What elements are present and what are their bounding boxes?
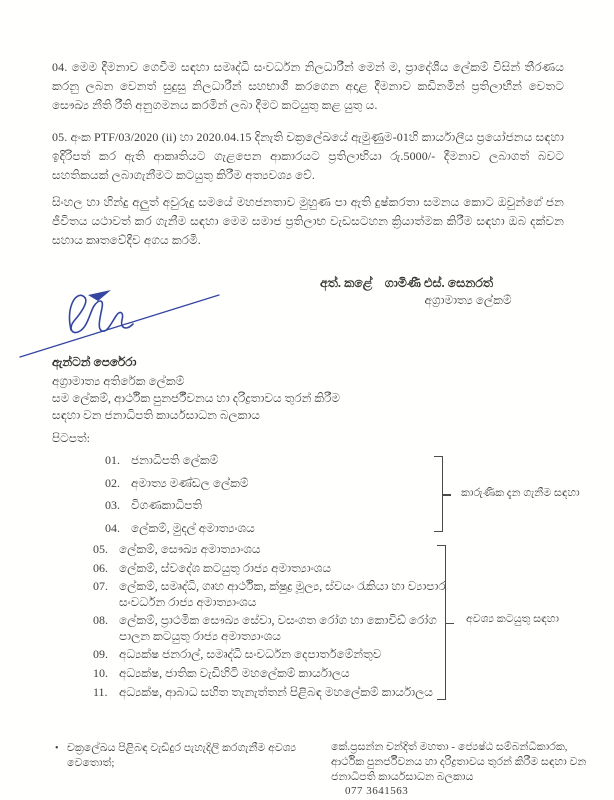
item-text: ලේකම්, සෞඛ්‍ය අමාත්‍යාංශය xyxy=(119,542,261,556)
group1-bracket xyxy=(434,456,443,532)
contact-name-role: කේ.ප්‍රසන්න චන්දිත් මහතා - ජ්‍යෙෂ්ඨ සම්බන්ධීකාරක, xyxy=(331,741,568,753)
copies-heading: පිටපත්: xyxy=(52,431,90,445)
signatory-block xyxy=(52,354,452,424)
signed-by-title: අග්‍රාමාත්‍ය ලේකම් xyxy=(424,293,512,307)
item-text: අධ්‍යක්ෂ, ආබාධ සහිත තැනැත්තන් පිළිබඳ මහලේකම් කාර්යාලය xyxy=(119,684,433,699)
contact-org-line2: ජනාධිපති කාර්යසාධන බලකාය xyxy=(331,770,474,783)
footer-bullet-text: චක්‍රලේඛය පිළිබඳ වැඩිදුර පැහැදිලි කරගැනීම අවශ්‍ය වෙතොත්; xyxy=(67,742,297,769)
group2-bracket xyxy=(437,545,446,700)
signatory-title-2: සම ලේකම්, ආර්ථික පුනර්ජීවනය හා දරිද්‍රතාවය තුරන් කිරීම xyxy=(52,391,340,405)
list-item xyxy=(93,613,465,643)
item-text: ලේකම්, සමෘද්ධි, ගෘහ ආර්ථික, ක්ෂුද්‍ර මූල්‍ය, ස්වයං රැකියා හා ව්‍යාපාර සංවර්ධන රාජ්‍ය අමාත්‍යාංශය xyxy=(119,579,446,609)
bracket-tick xyxy=(443,494,451,496)
item-number: 10. xyxy=(93,665,108,680)
copies-group-2 xyxy=(93,542,465,703)
list-item xyxy=(105,476,435,491)
signatory-title-1: අග්‍රාමාත්‍ය අතිරේක ලේකම් xyxy=(52,374,185,388)
paragraph-04: 04. මෙම දීමනාව ගෙවීම සඳහා සමෘද්ධි සංවර්ධන නිලධාරීන් මෙන් ම, ප්‍රාදේශීය ලේකම් විසින් තීරණය කරනු ලබන වෙනත් සුදුසු නිලධාරීන් සහභාගී කරගෙන අදාළ දීමනාව කඩිනමින් ප්‍රතිලාභීන් වෙතට සෞඛ්‍ය නීති රීති අනුගමනය කරමින් ලබා දීමට කටයුතු කළ යුතු ය. xyxy=(52,60,564,112)
item-number: 03. xyxy=(105,498,120,513)
contact-org-line1: ආර්ථික පුනර්ජීවනය හා දරිද්‍රතාවය තුරන් කිරීම සඳහා වන xyxy=(331,755,587,768)
contact-phone: 077 3641563 xyxy=(345,785,409,798)
item-number: 08. xyxy=(93,613,108,628)
item-number: 09. xyxy=(93,647,108,662)
list-item xyxy=(93,561,465,576)
item-text: විගණකාධිපති xyxy=(131,498,203,513)
item-number: 11. xyxy=(93,684,108,699)
item-number: 06. xyxy=(93,560,108,575)
copies-group-1 xyxy=(105,453,435,544)
item-number: 07. xyxy=(93,579,108,594)
list-item xyxy=(93,666,465,681)
list-item xyxy=(105,521,435,536)
signatory-title-3: සඳහා වන ජනාධිපති කාර්යසාධන බලකාය xyxy=(52,408,260,422)
list-item xyxy=(93,647,465,662)
item-text: ලේකම්, ප්‍රාථමික සෞඛ්‍ය සේවා, වසංගත රෝග හා කොවිඩ් රෝග පාලන කටයුතු රාජ්‍ය අමාත්‍යාංශය xyxy=(119,613,437,643)
item-number: 02. xyxy=(105,475,120,490)
bullet-icon: • xyxy=(55,743,59,754)
item-text: අධ්‍යක්ෂ ජනරාල්, සමෘද්ධි සංවර්ධන දෙපාර්තමේන්තුව xyxy=(119,647,382,662)
bracket-tick xyxy=(446,623,454,625)
list-item xyxy=(93,542,465,557)
list-item xyxy=(93,685,465,700)
footer-contact-block xyxy=(331,740,601,799)
group1-note: කාරුණික දැන ගැනීම සඳහා xyxy=(461,487,580,499)
item-number: 01. xyxy=(105,453,120,467)
list-item xyxy=(105,498,435,513)
item-text: අධ්‍යක්ෂ, ජාතික වැඩිහිටි මහලේකම් කාර්යාලය xyxy=(119,665,350,680)
item-text: ලේකම්, මුදල් අමාත්‍යංශය xyxy=(131,521,255,536)
paragraph-05: 05. අංක PTF/03/2020 (ii) හා 2020.04.15 දිනැති චක්‍රලේඛයේ ඇමුණුම-01හි කාර්යාලීය ප්‍රයෝජනය සඳහා ඉදිරිපත් කර ඇති ආකෘතියට ගැළපෙන ආකාරයට ප්‍රතිලාභියා රු.5000/- දීමනාව ලබාගත් බවට සහතිකයක් ලබාගැනීමට කටයුතු කිරීම අත්‍යවශ්‍ය වේ. xyxy=(52,130,564,182)
item-text: අමාත්‍ය මණ්ඩල ලේකම් xyxy=(131,475,249,490)
item-text: ලේකම්, ස්වදේශ කටයුතු රාජ්‍ය අමාත්‍යාංශය xyxy=(119,560,331,575)
signed-by-note: අත්. කළේ ගාමිණී එස්. සෙනරත් xyxy=(320,276,494,290)
signatory-name: ඇන්ටන් පෙරේරා xyxy=(52,355,137,369)
list-item xyxy=(93,579,465,609)
list-item xyxy=(105,453,435,468)
footer-clarification-note xyxy=(55,741,310,771)
group2-note: අවශ්‍ය කටයුතු සඳහා xyxy=(466,613,559,625)
item-number: 04. xyxy=(105,521,120,536)
closing-paragraph: සිංහල හා හින්දු අලුත් අවුරුදු සමයේ මහජනතාව මුහුණ පා ඇති දුෂ්කරතා සමනය කොට ඔවුන්ගේ ජන ජීවිතය යථාවත් කර ගැනීම සඳහා මෙම සමාජ ප්‍රතිලාභ වැඩසටහන ක්‍රියාත්මක කිරීම සඳහා ඔබ දක්වන සහාය කෘතවේදීව අගය කරමි. xyxy=(52,195,564,247)
item-number: 05. xyxy=(93,542,108,556)
item-text: ජනාධිපති ලේකම් xyxy=(131,453,219,467)
